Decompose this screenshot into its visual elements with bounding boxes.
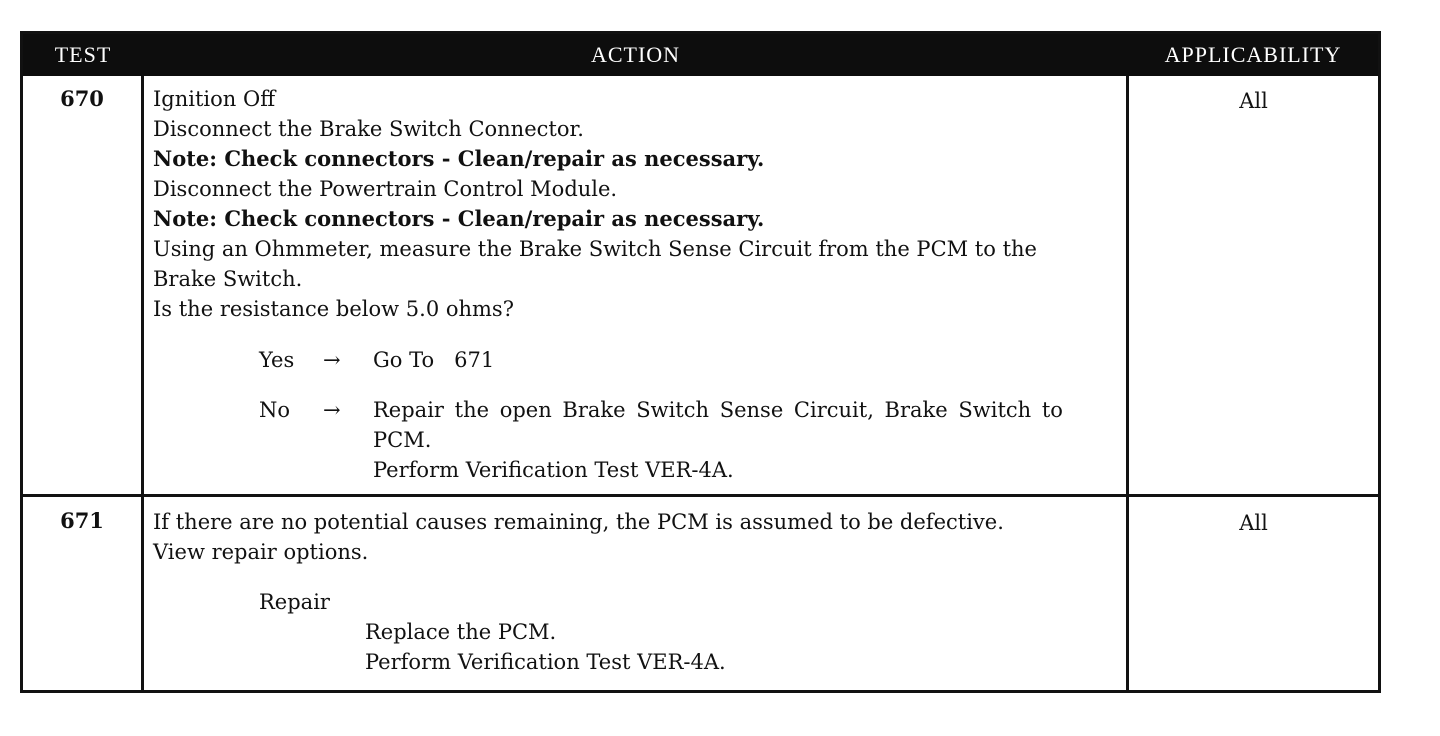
arrow-icon: →	[323, 398, 341, 422]
action-line: Is the resistance below 5.0 ohms?	[153, 297, 514, 321]
action-line: If there are no potential causes remaining, the PCM is assumed to be defective.	[153, 510, 1004, 534]
no-repair	[373, 395, 1121, 485]
yes-label: Yes	[259, 348, 295, 372]
arrow-icon: →	[323, 348, 341, 372]
header-test: TEST	[54, 42, 112, 67]
applicability-671: All	[1239, 511, 1268, 535]
action-note: Note: Check connectors - Clean/repair as necessary.	[153, 146, 765, 171]
action-line: Disconnect the Brake Switch Connector.	[153, 117, 584, 141]
row-divider	[23, 494, 1378, 497]
repair-step: Replace the PCM.	[365, 620, 557, 644]
action-note: Note: Check connectors - Clean/repair as necessary.	[153, 206, 765, 231]
action-670	[153, 84, 1123, 324]
applicability-670: All	[1239, 89, 1268, 113]
action-line: Using an Ohmmeter, measure the Brake Switch Sense Circuit from the PCM to the	[153, 237, 1037, 261]
action-line: Brake Switch.	[153, 267, 303, 291]
test-number-671: 671	[60, 508, 104, 533]
diagnostic-table	[20, 31, 1381, 693]
no-text-line: PCM.	[373, 428, 432, 452]
action-line: View repair options.	[153, 540, 369, 564]
header-applicability: APPLICABILITY	[1164, 42, 1342, 67]
no-text-line: Repair the open Brake Switch Sense Circuit, Brake Switch to	[373, 398, 1063, 422]
column-divider-1	[141, 76, 144, 690]
no-label: No	[259, 398, 291, 422]
repair-step: Perform Verification Test VER-4A.	[365, 650, 726, 674]
test-number-670: 670	[60, 86, 104, 111]
action-line: Disconnect the Powertrain Control Module.	[153, 177, 618, 201]
header-action: ACTION	[590, 42, 681, 67]
repair-label: Repair	[259, 590, 330, 614]
repair-steps	[365, 617, 726, 677]
action-671	[153, 507, 1123, 567]
table-header	[23, 34, 1378, 76]
action-line: Ignition Off	[153, 87, 276, 111]
no-text-line: Perform Verification Test VER-4A.	[373, 458, 734, 482]
column-divider-2	[1126, 76, 1129, 690]
yes-goto: Go To 671	[373, 348, 495, 372]
